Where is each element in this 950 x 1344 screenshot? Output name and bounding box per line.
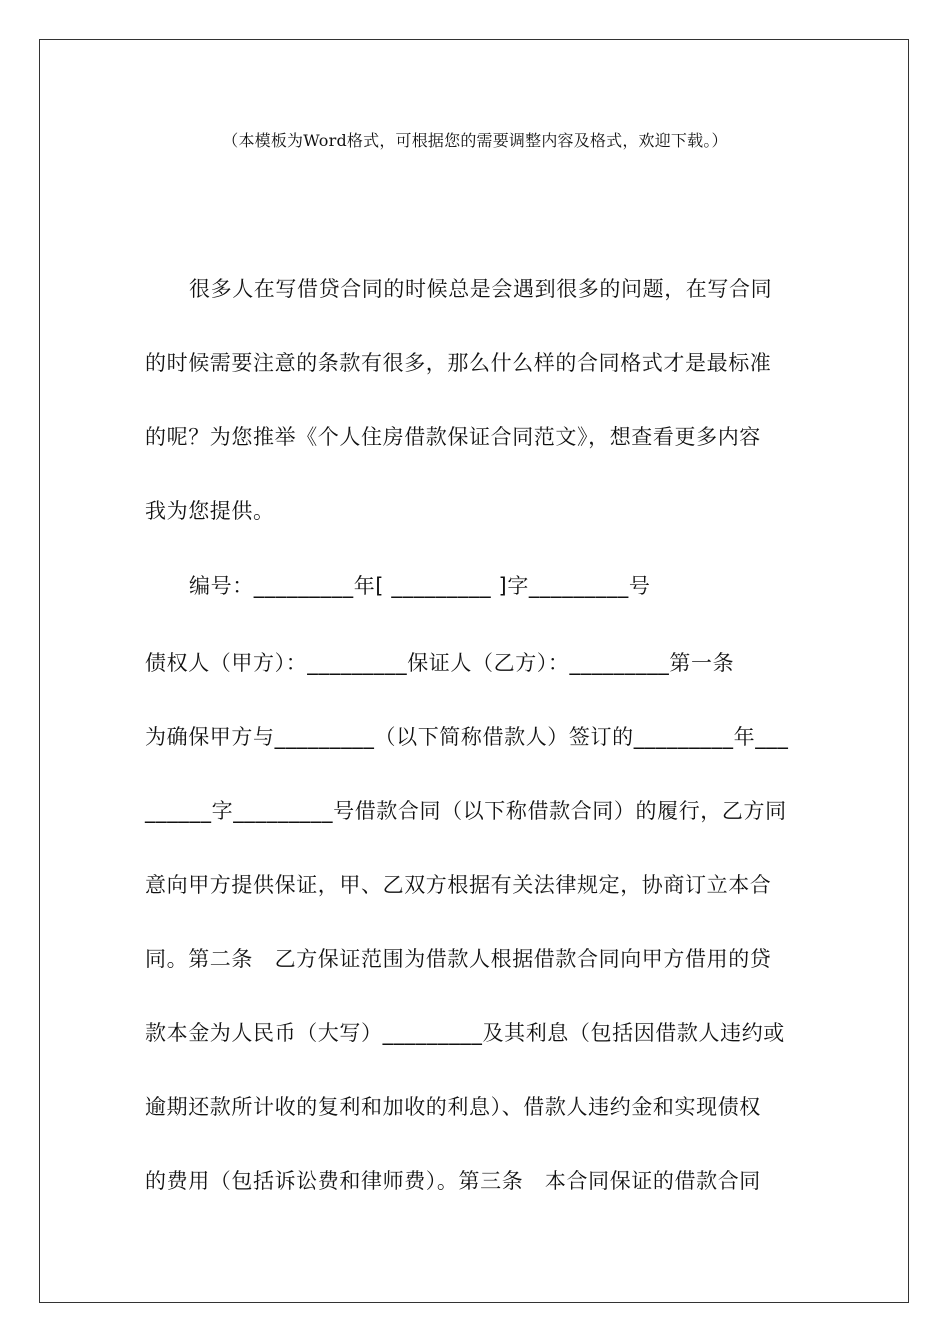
body-line-2: 的时候需要注意的条款有很多，那么什么样的合同格式才是最标准: [145, 351, 772, 375]
body-line-1: 很多人在写借贷合同的时候总是会遇到很多的问题，在写合同: [189, 277, 773, 301]
body-line-10: 同。第二条 乙方保证范围为借款人根据借款合同向甲方借用的贷: [145, 947, 772, 971]
body-line-12: 逾期还款所计收的复利和加收的利息）、借款人违约金和实现债权: [145, 1095, 761, 1119]
body-line-13: 的费用（包括诉讼费和律师费）。第三条 本合同保证的借款合同: [145, 1169, 761, 1193]
body-line-11: 款本金为人民币（大写）_________及其利息（包括因借款人违约或: [145, 1021, 785, 1045]
body-line-7: 为确保甲方与_________（以下简称借款人）签订的_________年___: [145, 725, 789, 749]
parties-line: 债权人（甲方）：_________保证人（乙方）：_________第一条: [145, 651, 735, 675]
body-line-3: 的呢？为您推举《个人住房借款保证合同范文》，想查看更多内容: [145, 425, 761, 449]
template-note: （本模板为Word格式，可根据您的需要调整内容及格式，欢迎下载。）: [222, 131, 728, 150]
body-line-9: 意向甲方提供保证，甲、乙双方根据有关法律规定，协商订立本合: [145, 873, 772, 897]
body-line-4: 我为您提供。: [145, 499, 275, 523]
body-line-8: ______字_________号借款合同（以下称借款合同）的履行，乙方同: [145, 799, 787, 823]
contract-number-line: 编号：_________年[ _________ ]字_________号: [189, 574, 651, 598]
